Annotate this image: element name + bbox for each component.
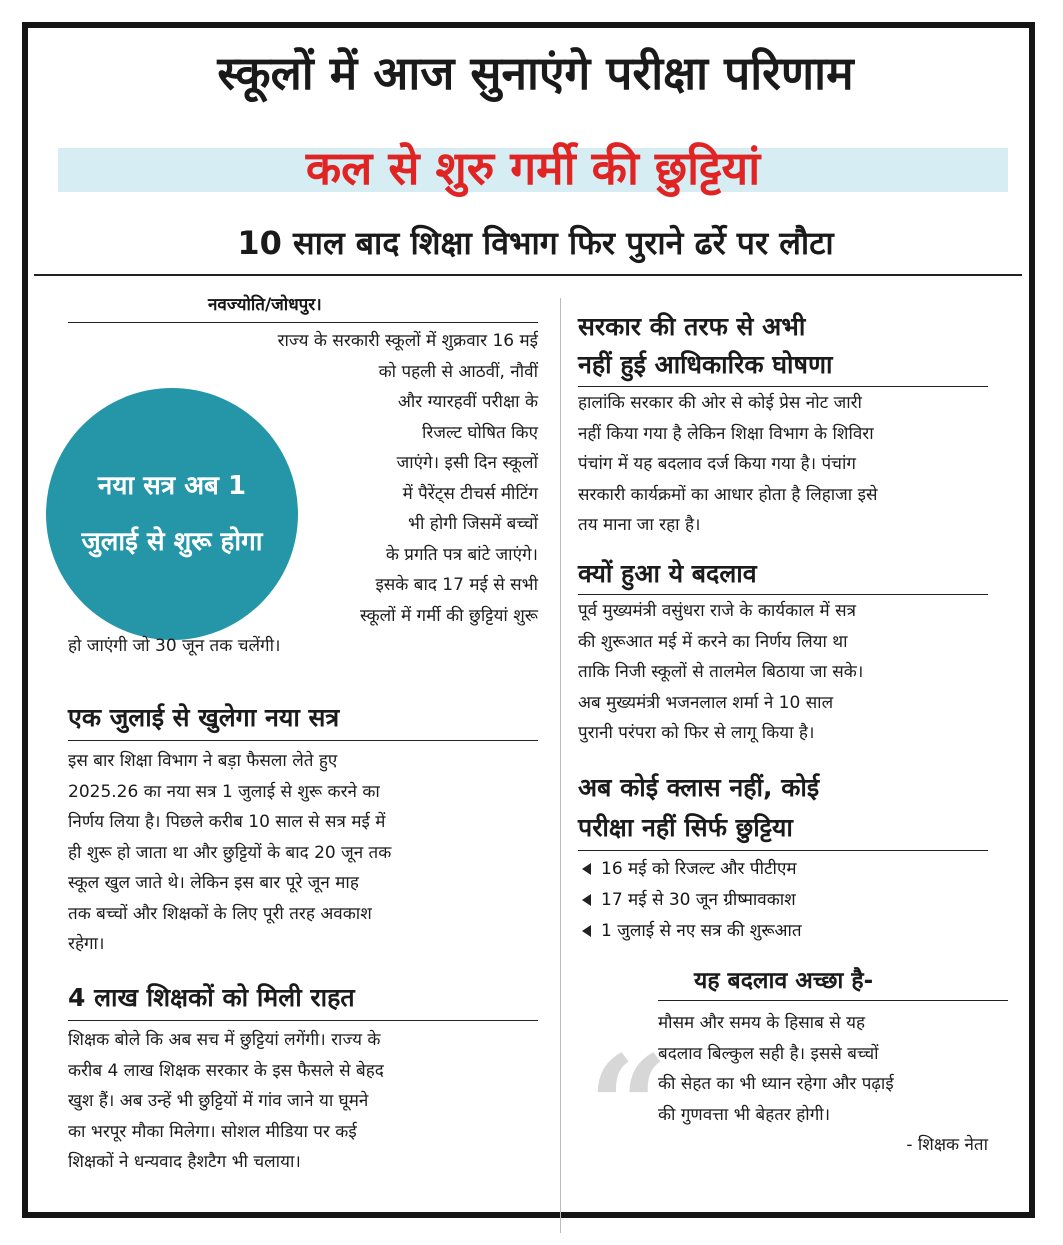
section4-title: क्यों हुआ ये बदलाव <box>578 559 757 588</box>
intro-line: में पैरेंट्स टीचर्स मीटिंग <box>402 483 538 504</box>
section1-rule <box>68 740 538 741</box>
callout-text: नया सत्र अब 1 जुलाई से शुरू होगा <box>81 471 263 557</box>
section3-title <box>578 308 833 384</box>
section1-line: तक बच्चों और शिक्षकों के लिए पूरी तरह अवकाश <box>68 903 372 924</box>
quote-body <box>658 1008 1008 1161</box>
section2-title: 4 लाख शिक्षकों को मिली राहत <box>68 983 355 1012</box>
section1-line: 2025.26 का नया सत्र 1 जुलाई से शुरू करने का <box>68 781 380 802</box>
bullet-text: 16 मई को रिजल्ट और पीटीएम <box>601 859 797 879</box>
section1-title: एक जुलाई से खुलेगा नया सत्र <box>68 703 340 732</box>
column-divider <box>560 298 561 1233</box>
list-item <box>582 885 1002 916</box>
section1-line: इस बार शिक्षा विभाग ने बड़ा फैसला लेते हुए <box>68 751 338 771</box>
bullet-text: 17 मई से 30 जून ग्रीष्मावकाश <box>601 890 796 910</box>
section4-rule <box>578 594 988 595</box>
quote-line: बदलाव बिल्कुल सही है। इससे बच्चों <box>658 1043 879 1064</box>
intro-line: स्कूलों में गर्मी की छुट्टियां शुरू <box>359 605 538 626</box>
section4-body <box>578 596 1008 749</box>
section4-line: अब मुख्यमंत्री भजनलाल शर्मा ने 10 साल <box>578 692 834 713</box>
triangle-left-icon <box>582 925 591 937</box>
section1-line: ही शुरू हो जाता था और छुट्टियों के बाद 20 जून तक <box>68 842 392 863</box>
quote-attribution: - शिक्षक नेता <box>906 1135 988 1155</box>
section4-line: पूर्व मुख्यमंत्री वसुंधरा राजे के कार्यकाल में सत्र <box>578 601 856 621</box>
section1-line: स्कूल खुल जाते थे। लेकिन इस बार पूरे जून माह <box>68 873 359 893</box>
triangle-left-icon <box>582 863 591 875</box>
triangle-left-icon <box>582 894 591 906</box>
quote-mark-icon: “ <box>588 1026 669 1190</box>
quote-heading: यह बदलाव अच्छा है- <box>694 968 874 994</box>
intro-line: के प्रगति पत्र बांटे जाएंगे। <box>385 544 538 565</box>
quote-line: की सेहत का भी ध्यान रहेगा और पढ़ाई <box>658 1074 894 1094</box>
intro-line: को पहली से आठवीं, नौवीं <box>378 361 538 382</box>
section4-line: पुरानी परंपरा को फिर से लागू किया है। <box>578 723 815 743</box>
section1-line: रहेगा। <box>68 934 105 954</box>
intro-line: राज्य के सरकारी स्कूलों में शुक्रवार 16 मई <box>277 331 538 351</box>
section3-title-line: नहीं हुई आधिकारिक घोषणा <box>578 350 833 379</box>
section5-rule <box>578 850 988 851</box>
intro-line: रिजल्ट घोषित किए <box>422 422 538 443</box>
dateline: नवज्योति/जोधपुर। <box>208 295 322 315</box>
section3-rule <box>578 386 988 387</box>
intro-paragraph <box>68 326 538 662</box>
section3-line: पंचांग में यह बदलाव दर्ज किया गया है। पंचांग <box>578 454 856 474</box>
headline-line3: 10 साल बाद शिक्षा विभाग फिर पुराने ढर्रे पर लौटा <box>237 224 834 262</box>
newspaper-clipping <box>22 22 1035 1218</box>
section1-line: निर्णय लिया है। पिछले करीब 10 साल से सत्र मई में <box>68 812 386 832</box>
section2-rule <box>68 1020 538 1021</box>
section3-line: नहीं किया गया है लेकिन शिक्षा विभाग के शिविरा <box>578 423 874 444</box>
list-item <box>582 916 1002 947</box>
intro-line: इसके बाद 17 मई से सभी <box>375 575 538 595</box>
section2-line: का भरपूर मौका मिलेगा। सोशल मीडिया पर कई <box>68 1121 357 1142</box>
section2-line: खुश हैं। अब उन्हें भी छुट्टियों में गांव जाने या घूमने <box>68 1091 369 1111</box>
intro-line: और ग्यारहवीं परीक्षा के <box>397 392 538 412</box>
headline-line2: कल से शुरु गर्मी की छुट्टियां <box>305 141 761 195</box>
section3-line: सरकारी कार्यक्रमों का आधार होता है लिहाजा इसे <box>578 484 878 505</box>
dateline-rule <box>68 322 538 323</box>
quote-rule <box>658 1000 1008 1001</box>
section3-line: तय माना जा रहा है। <box>578 515 701 535</box>
section2-body <box>68 1025 548 1178</box>
intro-line: भी होगी जिसमें बच्चों <box>408 514 538 534</box>
section5-title-line: अब कोई क्लास नहीं, कोई <box>578 773 820 802</box>
intro-line: जाएंगे। इसी दिन स्कूलों <box>396 453 538 473</box>
section3-body <box>578 388 1008 541</box>
quote-line: मौसम और समय के हिसाब से यह <box>658 1013 865 1033</box>
headline-line1: स्कूलों में आज सुनाएंगे परीक्षा परिणाम <box>217 46 854 100</box>
section5-title-line: परीक्षा नहीं सिर्फ छुट्टिया <box>578 813 793 842</box>
section1-body <box>68 746 548 960</box>
section2-line: करीब 4 लाख शिक्षक सरकार के इस फैसले से बेहद <box>68 1060 384 1081</box>
section4-line: की शुरूआत मई में करने का निर्णय लिया था <box>578 631 848 652</box>
list-item <box>582 854 1002 885</box>
section3-line: हालांकि सरकार की ओर से कोई प्रेस नोट जारी <box>578 393 862 413</box>
bullet-list <box>582 854 1002 947</box>
section3-title-line: सरकार की तरफ से अभी <box>578 312 806 341</box>
section2-line: शिक्षकों ने धन्यवाद हैशटैग भी चलाया। <box>68 1152 301 1172</box>
section5-title <box>578 768 819 848</box>
quote-line: की गुणवत्ता भी बेहतर होगी। <box>658 1104 831 1125</box>
section4-line: ताकि निजी स्कूलों से तालमेल बिठाया जा सके। <box>578 662 864 682</box>
section2-line: शिक्षक बोले कि अब सच में छुट्टियां लगेंगी। राज्य के <box>68 1030 381 1050</box>
bullet-text: 1 जुलाई से नए सत्र की शुरूआत <box>601 921 802 941</box>
headline-divider <box>34 274 1022 276</box>
intro-line: हो जाएंगी जो 30 जून तक चलेंगी। <box>68 636 281 656</box>
